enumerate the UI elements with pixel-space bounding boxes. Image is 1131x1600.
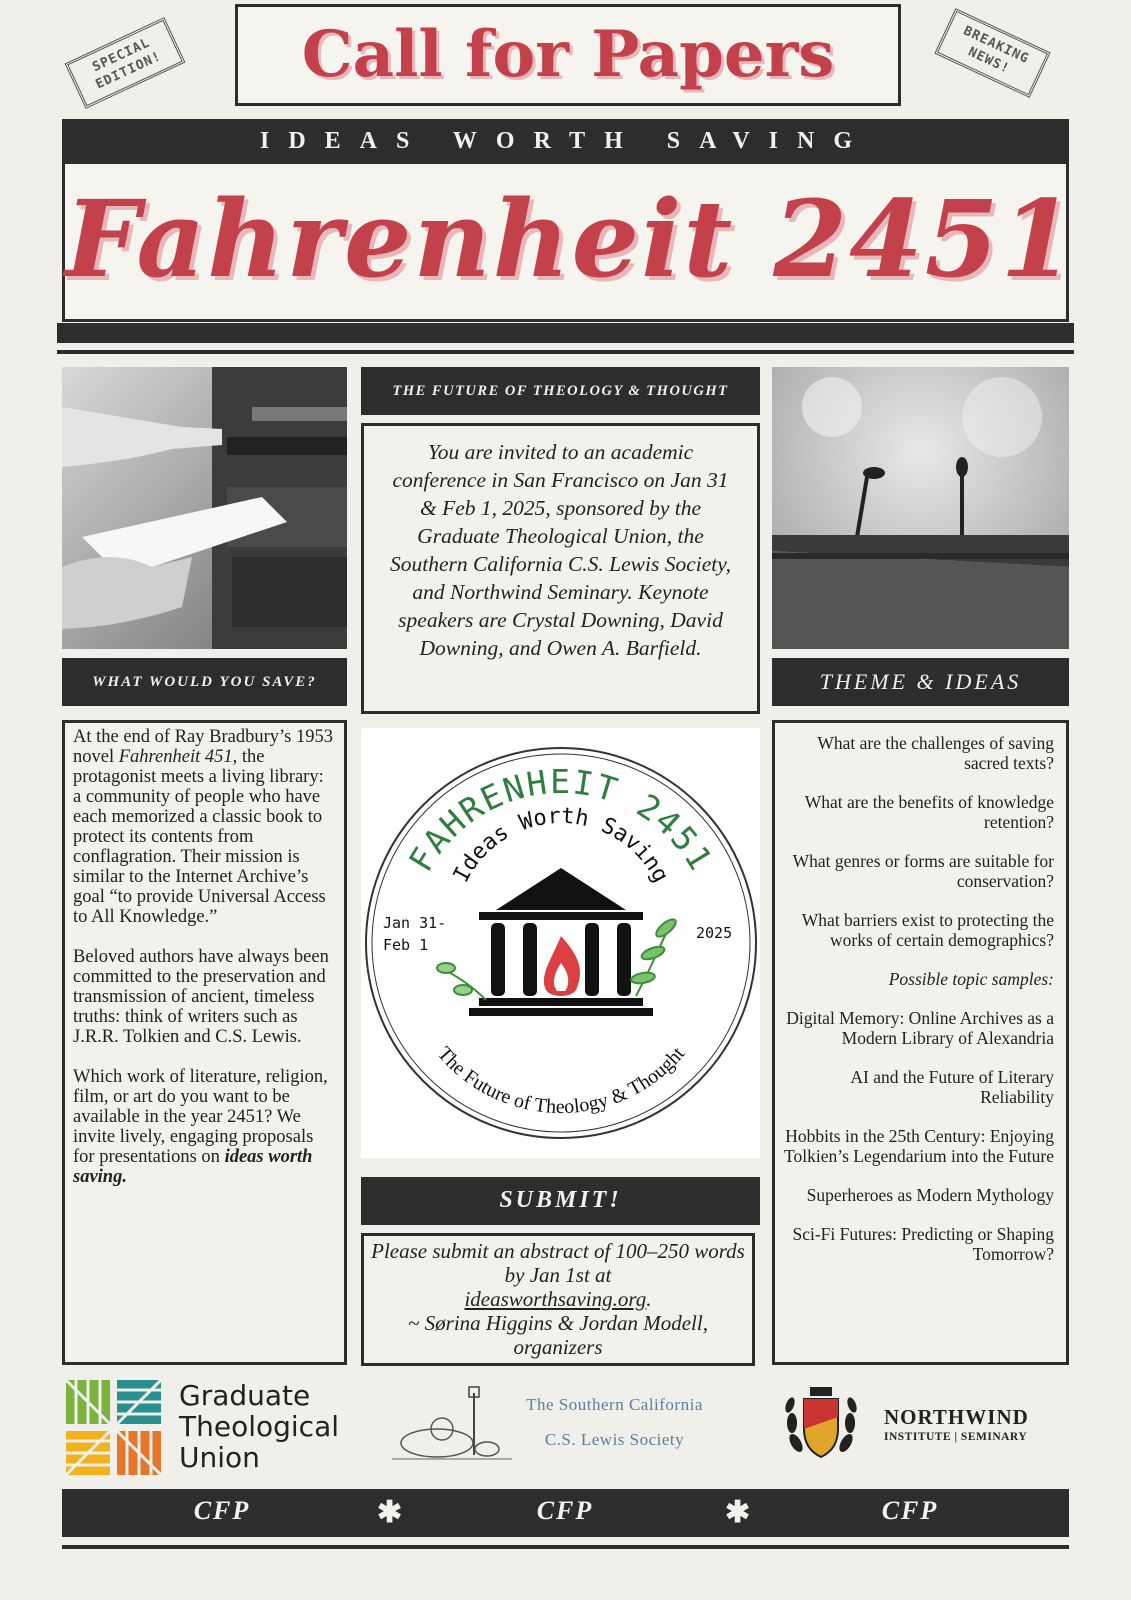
emblem-ring-bottom: The Future of Theology & Thought xyxy=(432,1042,690,1119)
footer-cfp-3: CFP xyxy=(881,1496,939,1525)
right-text-box xyxy=(772,720,1069,1365)
footer-cfp-1: CFP xyxy=(193,1496,251,1525)
question-2: What are the benefits of knowledge retention? xyxy=(804,792,1054,832)
northwind-line-2: INSTITUTE | SEMINARY xyxy=(884,1431,1028,1443)
conference-emblem xyxy=(361,728,760,1158)
submit-organizers: ~ Sørina Higgins & Jordan Modell, organizers xyxy=(408,1311,708,1359)
gtu-line-3: Union xyxy=(179,1441,260,1474)
northwind-line-1: NORTHWIND xyxy=(884,1405,1029,1429)
submit-link[interactable]: ideasworthsaving.org xyxy=(464,1287,647,1311)
left-p1-b: , the protagonist meets a living library: a community of people who have each memorized a classic book to protect its contents from conflagration. Their mission is similar to the Internet Archive’s goal “to provide Universal Access to All Knowledge.” xyxy=(73,747,326,927)
left-paragraph-2: Beloved authors have always been committed to the preservation and transmission of ancient, timeless truths: think of writers such as J.R.R. Tolkien and C.S. Lewis. xyxy=(73,947,329,1047)
left-banner xyxy=(62,658,347,706)
podium-photo-illustration xyxy=(772,367,1069,649)
right-banner xyxy=(772,658,1069,706)
special-edition-text: SPECIAL EDITION! xyxy=(90,35,164,93)
submit-link-suffix: . xyxy=(646,1287,652,1311)
breaking-news-text: BREAKING NEWS! xyxy=(960,23,1032,77)
left-banner-text: WHAT WOULD YOU SAVE? xyxy=(92,674,317,690)
emblem-svg xyxy=(361,728,760,1158)
gtu-line-2: Theological xyxy=(179,1410,340,1443)
northwind-crest-icon xyxy=(780,1383,862,1468)
left-paragraph-1 xyxy=(73,727,336,927)
left-p3-em: ideas worth saving. xyxy=(73,1147,313,1187)
gtu-logo-icon xyxy=(66,1380,161,1475)
lewis-line-1: The Southern California xyxy=(526,1395,703,1414)
footer-rule xyxy=(62,1545,1069,1549)
emblem-date-left-1: Jan 31- xyxy=(383,914,447,932)
left-leaves-icon xyxy=(437,963,486,1000)
breaking-news-stamp xyxy=(934,8,1050,98)
left-p1-a: At the end of Ray Bradbury’s 1953 novel xyxy=(73,727,333,767)
center-banner xyxy=(361,367,760,415)
topic-5: Sci-Fi Futures: Predicting or Shaping Tomorrow? xyxy=(792,1224,1054,1264)
call-for-papers-title: Call for Papers xyxy=(301,17,835,92)
northwind-logo xyxy=(780,1383,1070,1468)
left-text-box xyxy=(62,720,347,1365)
gtu-line-1: Graduate xyxy=(179,1379,311,1412)
gtu-logo xyxy=(66,1380,346,1475)
invitation-box xyxy=(361,423,760,714)
title-rule xyxy=(57,350,1074,354)
emblem-year: 2025 xyxy=(696,924,733,942)
right-text xyxy=(781,733,1054,1264)
main-title: Fahrenheit 2451 xyxy=(65,176,1077,301)
submit-text xyxy=(370,1239,746,1359)
topics-label: Possible topic samples: xyxy=(888,969,1054,989)
title-underbar xyxy=(57,323,1074,343)
footer-asterisk-1-icon: ✱ xyxy=(377,1496,403,1529)
northwind-name xyxy=(884,1405,1029,1445)
topic-4: Superheroes as Modern Mythology xyxy=(806,1185,1054,1205)
emblem-inner-top: Ideas Worth Saving xyxy=(448,803,674,887)
question-4: What barriers exist to protecting the works of certain demographics? xyxy=(801,910,1054,950)
footer-asterisk-2-icon: ✱ xyxy=(725,1496,751,1529)
right-banner-text: THEME & IDEAS xyxy=(819,669,1022,694)
right-leaves-icon xyxy=(630,916,678,996)
submit-line-1: Please submit an abstract of 100–250 words by Jan 1st at xyxy=(371,1239,745,1287)
left-text xyxy=(73,727,336,1187)
special-edition-stamp xyxy=(65,17,186,109)
lewis-society-name xyxy=(492,1387,737,1457)
emblem-ring-top: FAHRENHEIT 2451 xyxy=(400,762,722,879)
center-banner-text: THE FUTURE OF THEOLOGY & THOUGHT xyxy=(392,383,729,399)
topic-3: Hobbits in the 25th Century: Enjoying Tolkien’s Legendarium into the Future xyxy=(784,1126,1054,1166)
mailbox-photo-illustration xyxy=(62,367,347,649)
tagline-bar xyxy=(62,119,1069,164)
submit-banner xyxy=(361,1177,760,1225)
invitation-text: You are invited to an academic conference in San Francisco on Jan 31 & Feb 1, 2025, sponsored by the Graduate Theological Union, the Southern California C.S. Lewis Society, and Northwind Seminary. Keynote speakers are Crystal Downing, David Downing, and Owen A. Barfield. xyxy=(389,440,732,660)
left-p3-a: Which work of literature, religion, film, or art do you want to be available in the year 2451? We invite lively, engaging proposals for presentations on xyxy=(73,1067,328,1167)
topic-2: AI and the Future of Literary Reliability xyxy=(850,1067,1054,1107)
main-title-box xyxy=(62,164,1077,322)
podium-photo xyxy=(772,367,1069,649)
submit-banner-text: SUBMIT! xyxy=(499,1187,622,1213)
question-1: What are the challenges of saving sacred texts? xyxy=(817,733,1054,773)
submit-box xyxy=(361,1233,755,1366)
left-paragraph-3 xyxy=(73,1067,336,1187)
left-p1-em: Fahrenheit 451 xyxy=(118,747,233,767)
lewis-society-logo xyxy=(392,1383,742,1468)
emblem-date-left-2: Feb 1 xyxy=(383,936,429,954)
temple-pediment xyxy=(496,868,626,910)
mailbox-photo xyxy=(62,367,347,649)
lewis-line-2: C.S. Lewis Society xyxy=(544,1430,685,1449)
footer-bar xyxy=(62,1489,1069,1537)
question-3: What genres or forms are suitable for conservation? xyxy=(792,851,1054,891)
topic-1: Digital Memory: Online Archives as a Modern Library of Alexandria xyxy=(786,1008,1054,1048)
tagline-text: IDEAS WORTH SAVING xyxy=(259,128,871,154)
footer-cfp-2: CFP xyxy=(536,1496,594,1525)
call-for-papers-box xyxy=(235,4,901,106)
gtu-name xyxy=(179,1380,339,1473)
